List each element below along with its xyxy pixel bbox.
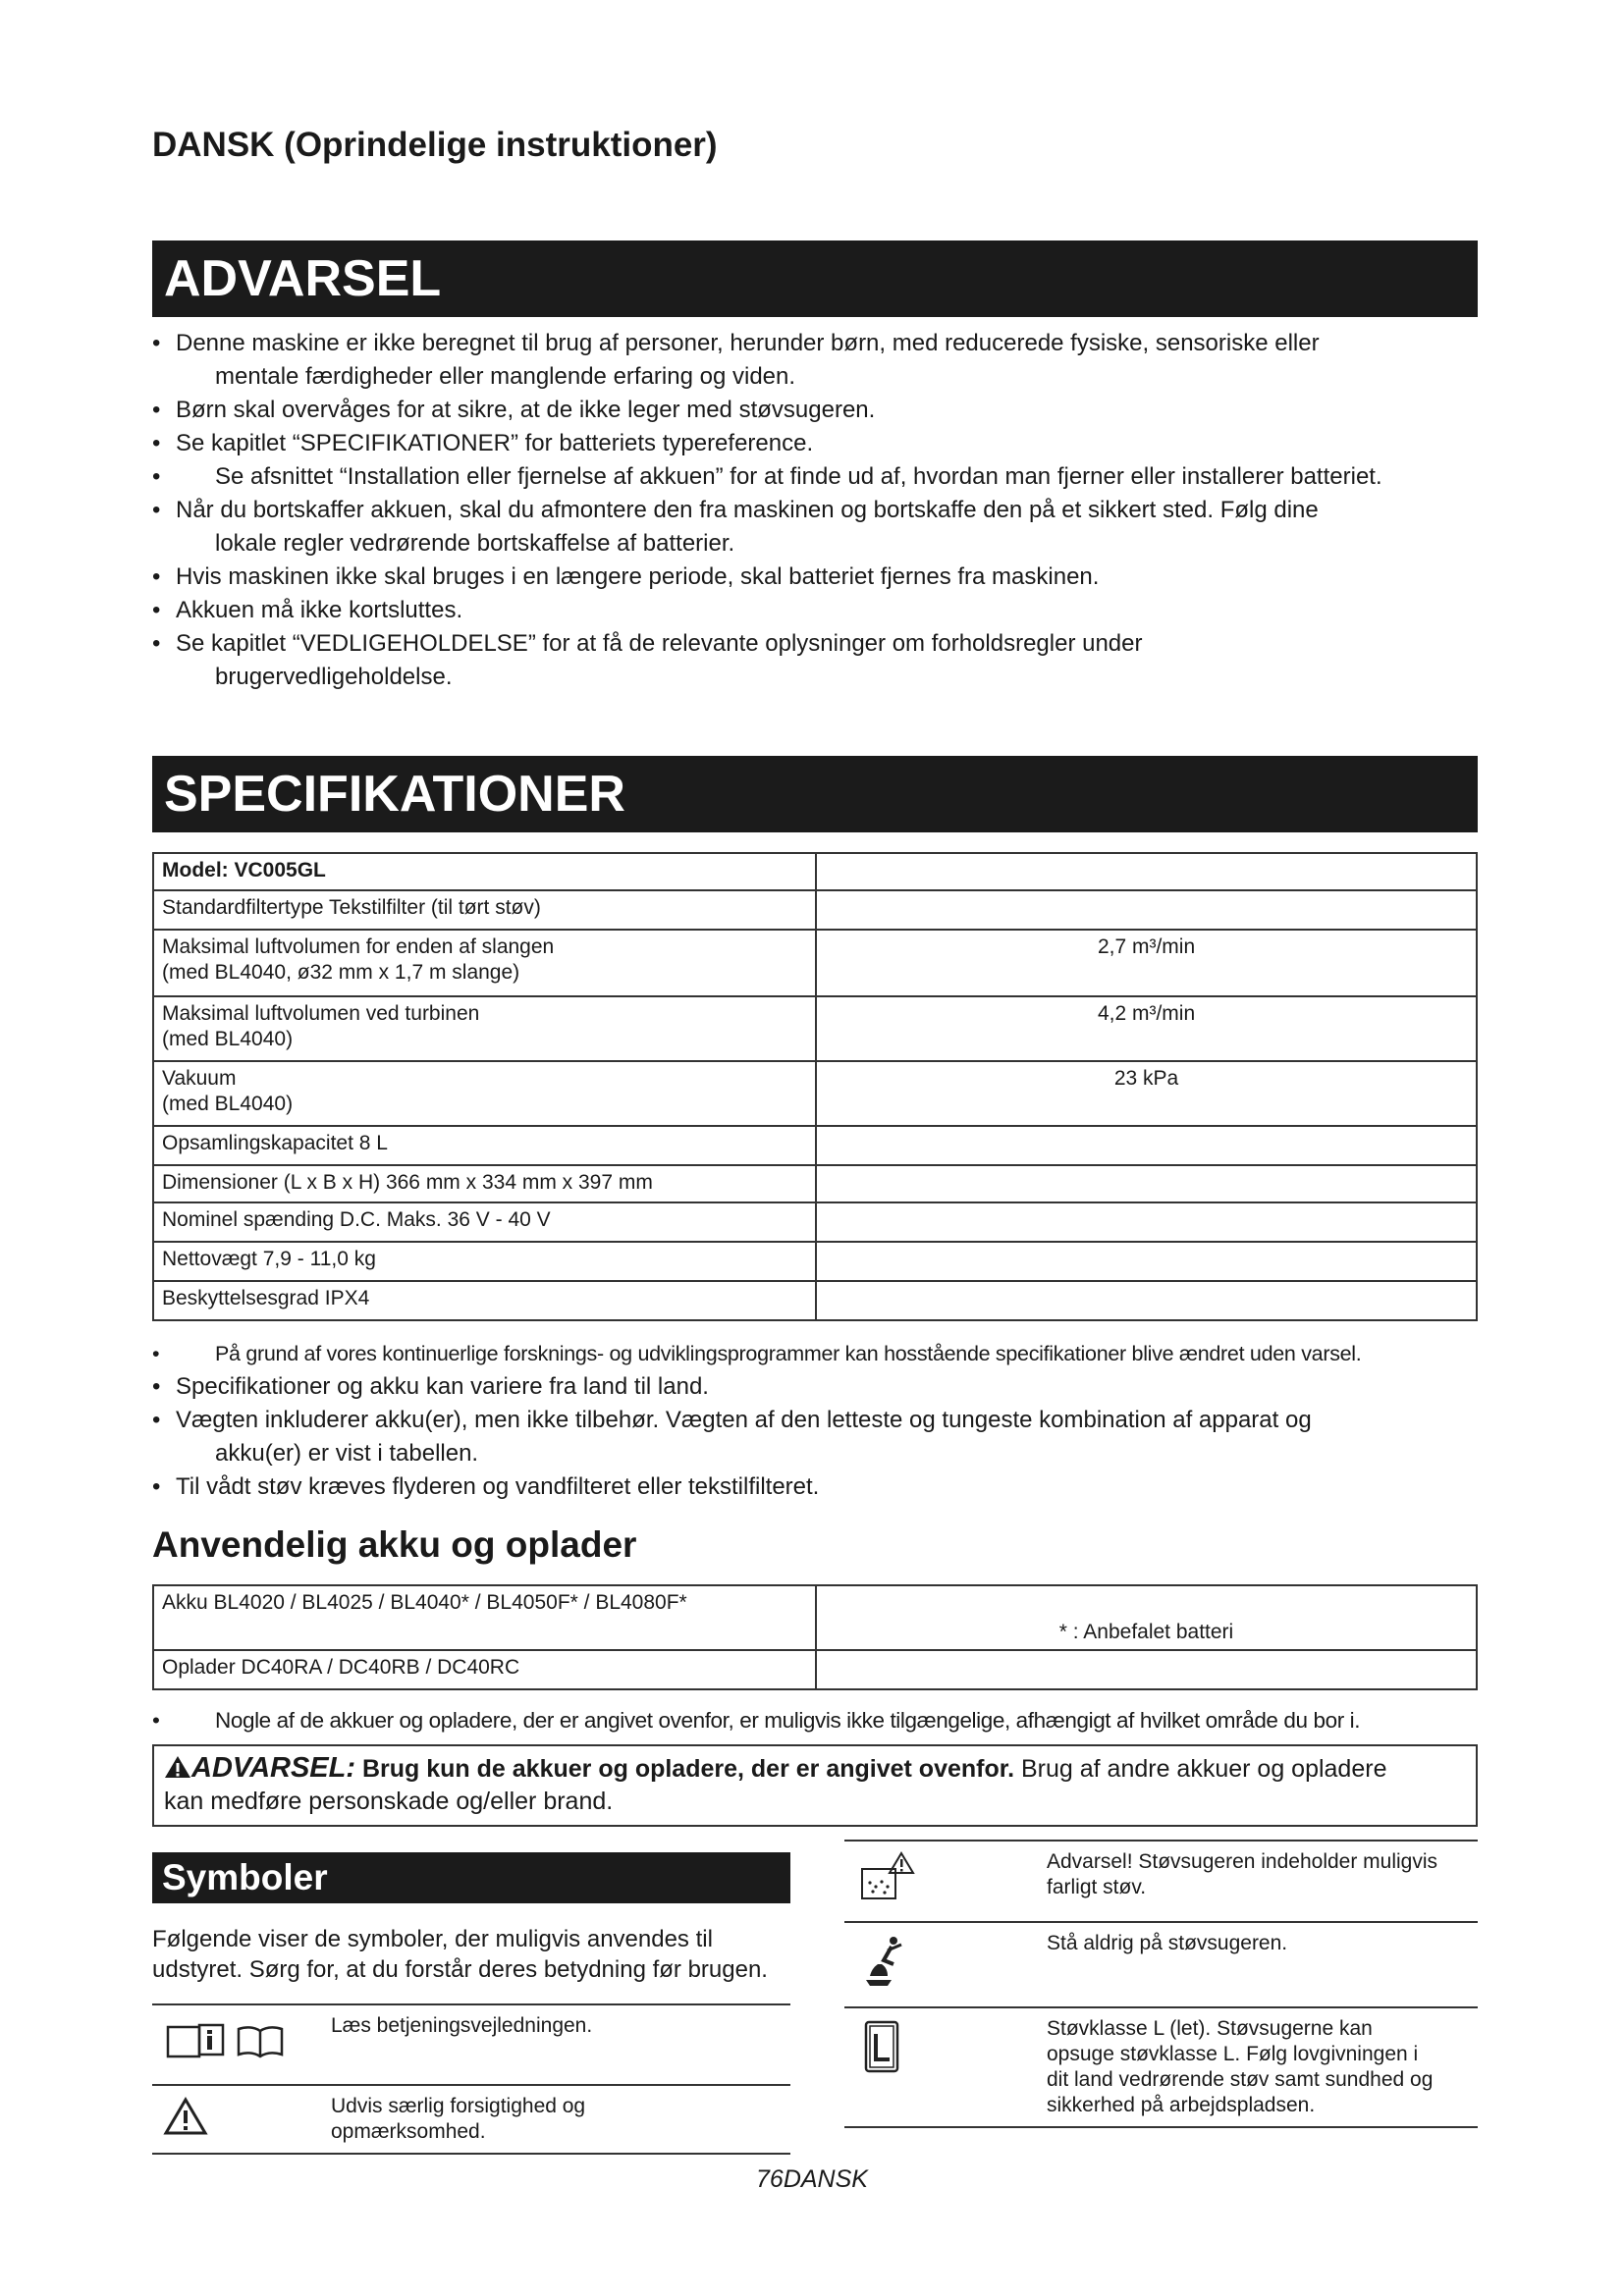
spec-note: • Til vådt støv kræves flyderen og vandfilteret eller tekstilfilteret. bbox=[152, 1473, 820, 1500]
table-row bbox=[153, 1061, 1477, 1126]
spec-value bbox=[816, 890, 1477, 930]
table-row bbox=[153, 853, 1477, 890]
spec-label: Opsamlingskapacitet 8 L bbox=[153, 1126, 816, 1165]
spec-label: Model: VC005GL bbox=[153, 853, 816, 890]
specification-notes bbox=[152, 1337, 1483, 1504]
specifications-table bbox=[152, 852, 1478, 1321]
table-row bbox=[844, 2007, 1478, 2127]
spec-note: • På grund af vores kontinuerlige forsknings- og udviklingsprogrammer kan hosstående specifikationer blive ændret uden varsel. bbox=[152, 1342, 1362, 1365]
symbol-description: Udvis særlig forsigtighed og opmærksomhed. bbox=[327, 2085, 790, 2154]
spec-label: Dimensioner (L x B x H) 366 mm x 334 mm x 397 mm bbox=[153, 1165, 816, 1202]
spec-label: Nominel spænding D.C. Maks. 36 V - 40 V bbox=[153, 1202, 816, 1242]
dust-class-l-icon bbox=[848, 2016, 927, 2079]
warning-bullet: • Akkuen må ikke kortsluttes. bbox=[152, 597, 463, 623]
page-language-title: DANSK (Oprindelige instruktioner) bbox=[152, 126, 718, 164]
warning-text: Brug af andre akkuer og opladere bbox=[1021, 1755, 1387, 1783]
warning-triangle-icon bbox=[164, 1755, 191, 1779]
symbols-table-left bbox=[152, 2003, 790, 2155]
warning-bullet: • Når du bortskaffer akkuen, skal du afmontere den fra maskinen og bortskaffe den på et sikkert sted. Følg dine lokale regler vedrørende bortskaffelse af batterier. bbox=[152, 497, 1319, 557]
spec-label: Beskyttelsesgrad IPX4 bbox=[153, 1281, 816, 1320]
warning-bullet-list bbox=[152, 327, 1483, 694]
battery-warning-box bbox=[152, 1744, 1478, 1827]
spec-value: 23 kPa bbox=[816, 1061, 1477, 1126]
symbol-description: Læs betjeningsvejledningen. bbox=[327, 2004, 790, 2085]
spec-label: Maksimal luftvolumen for enden af slangen (med BL4040, ø32 mm x 1,7 m slange) bbox=[153, 930, 816, 996]
warning-bullet: • Se kapitlet “SPECIFIKATIONER” for batteriets typereference. bbox=[152, 430, 814, 456]
table-row bbox=[153, 996, 1477, 1061]
warning-bullet: • Børn skal overvåges for at sikre, at de ikke leger med støvsugeren. bbox=[152, 397, 876, 423]
symbol-description: Advarsel! Støvsugeren indeholder muligvis farligt støv. bbox=[1043, 1841, 1478, 1922]
warning-banner: ADVARSEL bbox=[152, 240, 1478, 317]
table-row bbox=[153, 930, 1477, 996]
charger-label: Oplader DC40RA / DC40RB / DC40RC bbox=[153, 1650, 816, 1689]
charger-value bbox=[816, 1650, 1477, 1689]
symbols-intro: Følgende viser de symboler, der muligvis anvendes til udstyret. Sørg for, at du forstår deres betydning før brugen. bbox=[152, 1926, 768, 1983]
table-row bbox=[152, 2085, 790, 2154]
table-row bbox=[153, 1281, 1477, 1320]
battery-availability-note bbox=[152, 1704, 1483, 1737]
table-row bbox=[153, 1126, 1477, 1165]
spec-note: • Specifikationer og akku kan variere fra land til land. bbox=[152, 1373, 709, 1400]
warning-triangle-icon bbox=[156, 2094, 215, 2137]
table-row bbox=[153, 1650, 1477, 1689]
battery-section-heading: Anvendelig akku og oplader bbox=[152, 1524, 637, 1565]
spec-value: 2,7 m³/min bbox=[816, 930, 1477, 996]
spec-note: • Vægten inkluderer akku(er), men ikke tilbehør. Vægten af den letteste og tungeste kombination af apparat og akku(er) er vist i tabellen. bbox=[152, 1407, 1312, 1467]
read-manual-icon bbox=[156, 2013, 294, 2062]
symbols-table-right bbox=[844, 1840, 1478, 2128]
symbol-icon-cell bbox=[844, 1841, 1043, 1922]
battery-label: Akku BL4020 / BL4025 / BL4040* / BL4050F* / BL4080F* bbox=[153, 1585, 816, 1650]
symbol-description: Støvklasse L (let). Støvsugerne kan opsuge støvklasse L. Følg lovgivningen i dit land vedrørende støv samt sundhed og sikkerhed på arbejdspladsen. bbox=[1043, 2007, 1478, 2127]
symbol-icon-cell bbox=[152, 2004, 327, 2085]
page-footer: 76DANSK bbox=[756, 2165, 868, 2193]
spec-value bbox=[816, 1242, 1477, 1281]
warning-bullet: • Hvis maskinen ikke skal bruges i en længere periode, skal batteriet fjernes fra maskinen. bbox=[152, 563, 1100, 590]
table-row bbox=[153, 1585, 1477, 1650]
spec-value bbox=[816, 1202, 1477, 1242]
spec-label: Nettovægt 7,9 - 11,0 kg bbox=[153, 1242, 816, 1281]
spec-label: Maksimal luftvolumen ved turbinen (med BL4040) bbox=[153, 996, 816, 1061]
spec-value bbox=[816, 1126, 1477, 1165]
no-standing-icon bbox=[848, 1931, 927, 1992]
warning-bullet: • Se kapitlet “VEDLIGEHOLDELSE” for at få de relevante oplysninger om forholdsregler under brugervedligeholdelse. bbox=[152, 630, 1143, 690]
symbol-icon-cell bbox=[844, 2007, 1043, 2127]
table-row bbox=[152, 2004, 790, 2085]
warning-bold-text: Brug kun de akkuer og opladere, der er angivet ovenfor. bbox=[361, 1755, 1015, 1783]
table-row bbox=[153, 1242, 1477, 1281]
table-row bbox=[153, 1165, 1477, 1202]
spec-value bbox=[816, 1281, 1477, 1320]
warning-bullet: • Se afsnittet “Installation eller fjernelse af akkuen” for at finde ud af, hvordan man fjerner eller installerer batteriet. bbox=[152, 463, 1382, 490]
spec-value bbox=[816, 1165, 1477, 1202]
spec-label: Standardfiltertype Tekstilfilter (til tørt støv) bbox=[153, 890, 816, 930]
table-row bbox=[844, 1922, 1478, 2007]
table-row bbox=[153, 1202, 1477, 1242]
warning-bullet: • Denne maskine er ikke beregnet til brug af personer, herunder børn, med reducerede fysiske, sensoriske eller mentale færdigheder eller manglende erfaring og viden. bbox=[152, 330, 1320, 390]
availability-note: • Nogle af de akkuer og opladere, der er angivet ovenfor, er muligvis ikke tilgængelige, afhængigt af hvilket område du bor i. bbox=[152, 1708, 1361, 1733]
spec-value: 4,2 m³/min bbox=[816, 996, 1477, 1061]
symbol-description: Stå aldrig på støvsugeren. bbox=[1043, 1922, 1478, 2007]
warning-word: ADVARSEL: bbox=[191, 1752, 356, 1784]
hazardous-dust-icon bbox=[848, 1849, 927, 1906]
battery-note: * : Anbefalet batteri bbox=[816, 1585, 1477, 1650]
symbols-banner: Symboler bbox=[152, 1852, 790, 1903]
symbol-icon-cell bbox=[152, 2085, 327, 2154]
table-row bbox=[153, 890, 1477, 930]
symbol-icon-cell bbox=[844, 1922, 1043, 2007]
battery-table bbox=[152, 1584, 1478, 1690]
specifications-banner: SPECIFIKATIONER bbox=[152, 756, 1478, 832]
warning-text-line2: kan medføre personskade og/eller brand. bbox=[164, 1788, 614, 1815]
spec-value bbox=[816, 853, 1477, 890]
spec-label: Vakuum (med BL4040) bbox=[153, 1061, 816, 1126]
table-row bbox=[844, 1841, 1478, 1922]
